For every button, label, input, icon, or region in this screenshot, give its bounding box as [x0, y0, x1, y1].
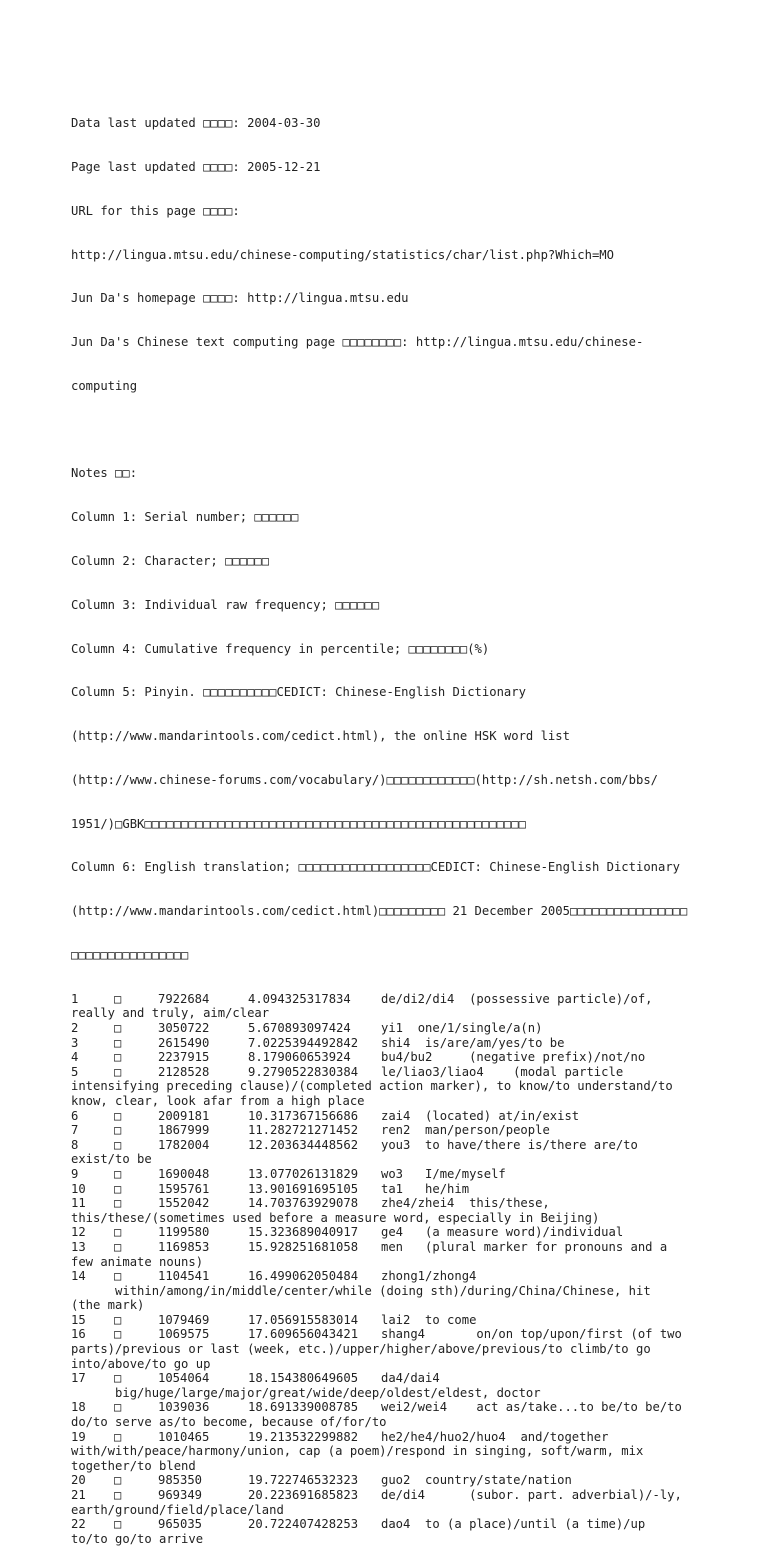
pinyin: zhong1/zhong4 — [381, 1269, 477, 1284]
pinyin: de/di2/di4 — [381, 991, 455, 1006]
spacer — [403, 1240, 418, 1254]
cumulative-frequency: 5.670893097424 — [248, 1021, 351, 1035]
list-item — [71, 1488, 701, 1503]
pinyin: shi4 — [381, 1035, 411, 1050]
list-item — [71, 1167, 701, 1182]
cumulative-frequency: 8.179060653924 — [248, 1050, 351, 1065]
list-item — [71, 1430, 701, 1445]
character: □ — [114, 1108, 122, 1123]
note-column-1: Column 1: Serial number; □□□□□□ — [71, 510, 299, 525]
character: □ — [114, 1400, 122, 1415]
list-item-continuation: do/to serve as/to become, because of/for/to — [71, 1415, 387, 1430]
character: □ — [114, 1312, 122, 1327]
spacer — [403, 1167, 418, 1181]
cumulative-frequency: 20.722407428253 — [248, 1517, 359, 1532]
character: □ — [114, 1137, 122, 1152]
list-item — [71, 1269, 701, 1284]
list-item — [71, 1400, 701, 1415]
raw-frequency: 1079469 — [158, 1312, 210, 1327]
list-item-continuation: this/these/(sometimes used before a measure word, especially in Beijing) — [71, 1210, 600, 1225]
pinyin: zhe4/zhei4 — [381, 1196, 455, 1211]
character: □ — [114, 1517, 122, 1532]
spacer — [410, 1517, 425, 1531]
character: □ — [114, 1181, 122, 1196]
note-column-3: Column 3: Individual raw frequency; □□□□□□ — [71, 597, 380, 612]
serial-number: 10 — [71, 1181, 86, 1196]
serial-number: 20 — [71, 1473, 86, 1488]
note-column-2: Column 2: Character; □□□□□□ — [71, 554, 270, 568]
pinyin: ge4 — [381, 1225, 404, 1240]
list-item — [71, 1021, 701, 1036]
note-column-5: Column 5: Pinyin. □□□□□□□□□□CEDICT: Chinese-English Dictionary — [71, 685, 526, 700]
list-item-continuation: big/huge/large/major/great/wide/deep/oldest/eldest, doctor — [71, 1385, 541, 1400]
list-item-continuation: know, clear, look afar from a high place — [71, 1093, 365, 1108]
pinyin: ren2 — [381, 1123, 411, 1138]
raw-frequency: 1169853 — [158, 1239, 210, 1254]
pinyin: shang4 — [381, 1327, 426, 1342]
list-item — [71, 1327, 701, 1342]
character: □ — [114, 1269, 122, 1284]
character: □ — [114, 1064, 122, 1079]
raw-frequency: 1690048 — [158, 1166, 210, 1181]
pinyin: ta1 — [381, 1181, 404, 1196]
pinyin: de/di4 — [381, 1488, 426, 1502]
character: □ — [114, 1196, 122, 1211]
note-column-6: Column 6: English translation; □□□□□□□□□□□□□□□□□□CEDICT: Chinese-English Dictionary — [71, 860, 681, 875]
serial-number: 11 — [71, 1196, 86, 1211]
english-translation: country/state/nation — [425, 1473, 572, 1488]
serial-number: 16 — [71, 1327, 86, 1342]
notes-title: Notes □□: — [71, 466, 138, 481]
pinyin: dao4 — [381, 1517, 411, 1532]
serial-number: 18 — [71, 1400, 86, 1415]
homepage-line[interactable]: Jun Da's homepage □□□□: http://lingua.mtsu.edu — [71, 291, 409, 306]
spacer — [432, 1050, 447, 1064]
spacer — [410, 1109, 425, 1123]
cumulative-frequency: 17.056915583014 — [248, 1312, 359, 1327]
raw-frequency: 1552042 — [158, 1196, 210, 1211]
english-translation: (modal particle — [498, 1064, 624, 1079]
english-translation: to have/there is/there are/to — [425, 1137, 638, 1152]
spacer — [425, 1327, 440, 1341]
pinyin: lai2 — [381, 1312, 411, 1327]
raw-frequency: 1039036 — [158, 1400, 210, 1415]
english-translation: (a measure word)/individual — [417, 1225, 624, 1240]
list-item-continuation: few animate nouns) — [71, 1254, 204, 1269]
serial-number: 3 — [71, 1035, 79, 1050]
raw-frequency: 1782004 — [158, 1137, 210, 1152]
character: □ — [114, 991, 122, 1006]
character: □ — [114, 1371, 122, 1386]
list-item — [71, 1138, 701, 1153]
pinyin: he2/he4/huo2/huo4 — [381, 1429, 506, 1444]
list-item — [71, 1050, 701, 1065]
cumulative-frequency: 15.323689040917 — [248, 1225, 359, 1240]
character: □ — [114, 1239, 122, 1254]
list-item-continuation: exist/to be — [71, 1152, 152, 1167]
pinyin: you3 — [381, 1137, 411, 1152]
serial-number: 9 — [71, 1166, 79, 1181]
cumulative-frequency: 7.0225394492842 — [248, 1035, 359, 1050]
page-last-updated: Page last updated □□□□: 2005-12-21 — [71, 159, 321, 174]
english-translation: this/these, — [469, 1196, 550, 1211]
spacer — [410, 1138, 425, 1152]
raw-frequency: 985350 — [158, 1473, 203, 1488]
spacer — [410, 1036, 425, 1050]
spacer — [410, 1313, 425, 1327]
spacer — [410, 1123, 425, 1137]
list-item — [71, 1517, 701, 1532]
list-item — [71, 1109, 701, 1124]
serial-number: 8 — [71, 1137, 79, 1152]
cumulative-frequency: 15.928251681058 — [248, 1239, 359, 1254]
character: □ — [114, 1123, 122, 1138]
raw-frequency: 969349 — [158, 1488, 203, 1502]
list-item-continuation: within/among/in/middle/center/while (doing sth)/during/China/Chinese, hit — [71, 1283, 651, 1298]
pinyin: yi1 — [381, 1021, 404, 1035]
list-item-continuation: really and truly, aim/clear — [71, 1006, 270, 1021]
pinyin: wo3 — [381, 1166, 404, 1181]
blank-line — [71, 423, 701, 438]
raw-frequency: 1010465 — [158, 1429, 210, 1444]
serial-number: 22 — [71, 1517, 86, 1532]
list-item — [71, 1123, 701, 1138]
english-translation: act as/take...to be/to be/to — [461, 1400, 682, 1415]
serial-number: 1 — [71, 991, 79, 1006]
list-item — [71, 1225, 701, 1240]
note-column-5-cont: (http://www.mandarintools.com/cedict.html), the online HSK word list — [71, 729, 570, 744]
note-column-4: Column 4: Cumulative frequency in percentile; □□□□□□□□(%) — [71, 641, 490, 656]
spacer — [440, 1371, 455, 1385]
list-item — [71, 992, 701, 1007]
serial-number: 15 — [71, 1312, 86, 1327]
english-translation: (negative prefix)/not/no — [447, 1050, 646, 1065]
english-translation: is/are/am/yes/to be — [425, 1035, 565, 1050]
character: □ — [114, 1021, 122, 1035]
english-translation: he/him — [417, 1181, 470, 1196]
pinyin: wei2/wei4 — [381, 1400, 448, 1415]
pinyin: zai4 — [381, 1108, 411, 1123]
list-item — [71, 1196, 701, 1211]
serial-number: 5 — [71, 1064, 79, 1079]
page-url[interactable]: http://lingua.mtsu.edu/chinese-computing/statistics/char/list.php?Which=MO — [71, 247, 614, 262]
raw-frequency: 1104541 — [158, 1269, 210, 1284]
raw-frequency: 1867999 — [158, 1123, 210, 1138]
character: □ — [114, 1050, 122, 1065]
raw-frequency: 7922684 — [158, 991, 210, 1006]
raw-frequency: 3050722 — [158, 1021, 210, 1035]
note-column-6-cont: □□□□□□□□□□□□□□□□ — [71, 948, 189, 963]
raw-frequency: 2009181 — [158, 1108, 210, 1123]
cumulative-frequency: 13.077026131829 — [248, 1166, 359, 1181]
spacer — [403, 1182, 418, 1196]
list-item — [71, 1473, 701, 1488]
english-translation: and/together — [520, 1429, 609, 1444]
serial-number: 14 — [71, 1269, 86, 1284]
character: □ — [114, 1035, 122, 1050]
list-item-continuation: (the mark) — [71, 1298, 145, 1313]
url-label: URL for this page □□□□: — [71, 203, 240, 218]
raw-frequency: 965035 — [158, 1517, 203, 1532]
character: □ — [114, 1429, 122, 1444]
cumulative-frequency: 20.223691685823 — [248, 1488, 359, 1502]
document-body — [71, 87, 701, 1561]
english-translation: on/on top/upon/first (of two — [439, 1327, 682, 1342]
serial-number: 13 — [71, 1239, 86, 1254]
serial-number: 2 — [71, 1021, 79, 1035]
list-item — [71, 1240, 701, 1255]
pinyin: bu4/bu2 — [381, 1050, 433, 1065]
serial-number: 4 — [71, 1050, 79, 1065]
spacer — [410, 1473, 425, 1487]
cumulative-frequency: 19.722746532323 — [248, 1473, 359, 1488]
spacer — [403, 1021, 418, 1035]
cumulative-frequency: 19.213532299882 — [248, 1429, 359, 1444]
pinyin: men — [381, 1239, 404, 1254]
serial-number: 12 — [71, 1225, 86, 1240]
english-translation: (located) at/in/exist — [425, 1108, 580, 1123]
raw-frequency: 1199580 — [158, 1225, 210, 1240]
list-item-continuation: to/to go/to arrive — [71, 1531, 204, 1546]
cumulative-frequency: 11.282721271452 — [248, 1123, 359, 1138]
cumulative-frequency: 14.703763929078 — [248, 1196, 359, 1211]
serial-number: 7 — [71, 1123, 79, 1138]
cumulative-frequency: 9.2790522830384 — [248, 1064, 359, 1079]
serial-number: 19 — [71, 1429, 86, 1444]
computing-page-line-cont: computing — [71, 378, 138, 393]
list-item-continuation: together/to blend — [71, 1458, 196, 1473]
serial-number: 6 — [71, 1108, 79, 1123]
cumulative-frequency: 17.609656043421 — [248, 1327, 359, 1342]
raw-frequency: 2615490 — [158, 1035, 210, 1050]
data-last-updated: Data last updated □□□□: 2004-03-30 — [71, 116, 321, 131]
spacer — [484, 1065, 499, 1079]
frequency-list — [71, 992, 701, 1547]
serial-number: 17 — [71, 1371, 86, 1386]
note-column-5-cont: (http://www.chinese-forums.com/vocabulary/)□□□□□□□□□□□□(http://sh.netsh.com/bbs/ — [71, 772, 658, 787]
spacer — [447, 1400, 462, 1414]
english-translation: (possessive particle)/of, — [469, 991, 653, 1006]
english-translation: to (a place)/until (a time)/up — [425, 1517, 646, 1532]
spacer — [476, 1269, 491, 1283]
list-item — [71, 1065, 701, 1080]
list-item-continuation: with/with/peace/harmony/union, cap (a poem)/respond in singing, soft/warm, mix — [71, 1444, 644, 1459]
raw-frequency: 1054064 — [158, 1371, 210, 1386]
computing-page-line[interactable]: Jun Da's Chinese text computing page □□□□□□□□: http://lingua.mtsu.edu/chinese- — [71, 335, 644, 350]
english-translation: to come — [425, 1312, 477, 1327]
raw-frequency: 1069575 — [158, 1327, 210, 1342]
list-item-continuation: earth/ground/field/place/land — [71, 1502, 284, 1517]
cumulative-frequency: 4.094325317834 — [248, 991, 351, 1006]
cumulative-frequency: 18.691339008785 — [248, 1400, 359, 1415]
character: □ — [114, 1327, 122, 1342]
spacer — [454, 992, 469, 1006]
list-item — [71, 1313, 701, 1328]
english-translation: one/1/single/a(n) — [417, 1021, 543, 1035]
character: □ — [114, 1473, 122, 1488]
pinyin: le/liao3/liao4 — [381, 1064, 484, 1079]
spacer — [425, 1488, 440, 1502]
raw-frequency: 2128528 — [158, 1064, 210, 1079]
character: □ — [114, 1166, 122, 1181]
cumulative-frequency: 10.317367156686 — [248, 1108, 359, 1123]
english-translation: (subor. part. adverbial)/-ly, — [439, 1488, 682, 1502]
list-item — [71, 1182, 701, 1197]
english-translation: man/person/people — [425, 1123, 550, 1138]
english-translation: I/me/myself — [417, 1166, 506, 1181]
list-item — [71, 1371, 701, 1386]
raw-frequency: 2237915 — [158, 1050, 210, 1065]
raw-frequency: 1595761 — [158, 1181, 210, 1196]
spacer — [506, 1430, 521, 1444]
note-column-6-cont: (http://www.mandarintools.com/cedict.html)□□□□□□□□□ 21 December 2005□□□□□□□□□□□□□□□□ — [71, 904, 688, 919]
list-item-continuation: into/above/to go up — [71, 1356, 211, 1371]
spacer — [403, 1225, 418, 1239]
cumulative-frequency: 16.499062050484 — [248, 1269, 359, 1284]
pinyin: da4/dai4 — [381, 1371, 440, 1386]
serial-number: 21 — [71, 1488, 86, 1502]
note-column-5-cont: 1951/)□GBK□□□□□□□□□□□□□□□□□□□□□□□□□□□□□□□□□□□□□□□□□□□□□□□□□□□□ — [71, 816, 526, 831]
list-item — [71, 1036, 701, 1051]
spacer — [454, 1196, 469, 1210]
list-item-continuation: parts)/previous or last (week, etc.)/upper/higher/above/previous/to climb/to go — [71, 1342, 651, 1357]
character: □ — [114, 1225, 122, 1240]
cumulative-frequency: 18.154380649605 — [248, 1371, 359, 1386]
pinyin: guo2 — [381, 1473, 411, 1488]
list-item-continuation: intensifying preceding clause)/(completed action marker), to know/to understand/to — [71, 1079, 673, 1094]
cumulative-frequency: 12.203634448562 — [248, 1137, 359, 1152]
character: □ — [114, 1488, 122, 1502]
english-translation: (plural marker for pronouns and a — [417, 1239, 668, 1254]
cumulative-frequency: 13.901691695105 — [248, 1181, 359, 1196]
